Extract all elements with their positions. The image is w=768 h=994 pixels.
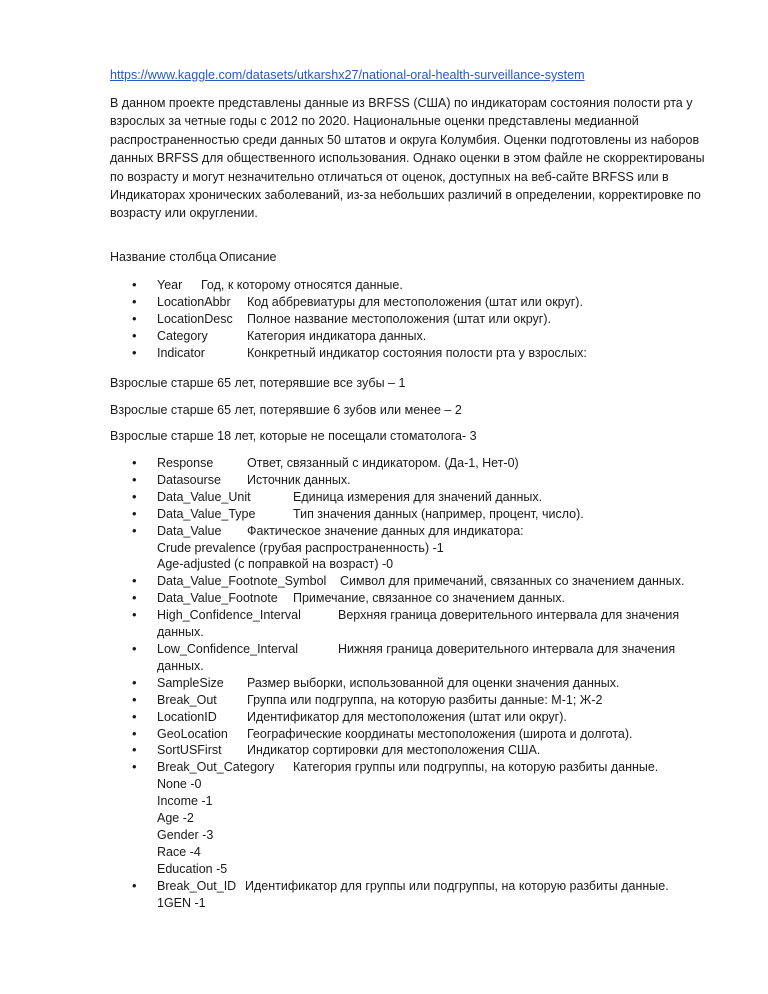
list-item <box>0 759 768 877</box>
field-term: SortUSFirst <box>157 743 222 758</box>
field-term: GeoLocation <box>157 726 228 741</box>
field-desc: Категория индикатора данных. <box>247 328 427 343</box>
field-sub-line: 1GEN -1 <box>157 895 206 910</box>
intro-paragraph: В данном проекте представлены данные из BRFSS (США) по индикаторам состояния полости рта у взрослых за четные годы с 2012 по 2020. Национальные оценки представлены медианной распространенностью среди данных 50 штатов и округа Колумбия. Оценки подготовлены из наборов данных BRFSS для общественного использования. Однако оценки в этом файле не скорректированы по возрасту и могут незначительно отличаться от оценок, доступных на веб-сайте BRFSS или в Индикаторах хронических заболеваний, из-за небольших различий в определении, корректировке по возрасту или округлении. <box>110 96 705 221</box>
field-sub-line: данных. <box>157 658 204 673</box>
field-desc: Верхняя граница доверительного интервала для значения <box>338 608 680 623</box>
list-item <box>0 742 768 759</box>
column-header <box>110 249 277 266</box>
field-desc: Ответ, связанный с индикатором. (Да-1, Нет-0) <box>247 456 519 470</box>
field-desc: Индикатор сортировки для местоположения США. <box>247 743 541 758</box>
field-desc: Размер выборки, использованной для оценки значения данных. <box>247 675 620 690</box>
field-desc: Категория группы или подгруппы, на которую разбиты данные. <box>293 760 659 775</box>
field-list-2 <box>0 455 768 911</box>
indicator-value: Взрослые старше 65 лет, потерявшие все зубы – 1 <box>110 376 406 390</box>
dataset-link[interactable]: https://www.kaggle.com/datasets/utkarshx27/national-oral-health-surveillance-system <box>110 68 585 82</box>
field-term: SampleSize <box>157 675 224 690</box>
field-term: LocationAbbr <box>157 294 231 309</box>
field-sub-line: данных. <box>157 625 204 640</box>
field-sub-line: Education -5 <box>157 861 228 876</box>
field-term: Data_Value_Unit <box>157 489 251 504</box>
list-item <box>0 455 768 472</box>
field-sub-line: Age-adjusted (с поправкой на возраст) -0 <box>157 557 394 572</box>
field-term: Data_Value_Footnote <box>157 591 278 606</box>
field-desc: Полное название местоположения (штат или округ). <box>247 311 551 326</box>
list-item <box>0 675 768 692</box>
field-desc: Год, к которому относятся данные. <box>201 278 403 292</box>
list-item <box>0 878 768 912</box>
list-item <box>0 607 768 641</box>
field-sub-line: Crude prevalence (грубая распространенность) -1 <box>157 540 444 555</box>
field-term: Datasourse <box>157 472 221 487</box>
field-desc: Идентификатор для местоположения (штат или округ). <box>247 709 567 724</box>
list-item <box>0 277 768 294</box>
field-list-1 <box>0 277 768 362</box>
field-desc: Идентификатор для группы или подгруппы, на которую разбиты данные. <box>245 878 669 893</box>
list-item <box>0 294 768 311</box>
indicator-value: Взрослые старше 65 лет, потерявшие 6 зубов или менее – 2 <box>110 403 462 417</box>
field-term: Break_Out_ID <box>157 878 237 893</box>
list-item <box>0 489 768 506</box>
list-item <box>0 709 768 726</box>
indicator-value: Взрослые старше 18 лет, которые не посещали стоматолога- 3 <box>110 429 477 443</box>
field-desc: Символ для примечаний, связанных со значением данных. <box>340 574 685 589</box>
list-item <box>0 590 768 607</box>
field-term: Break_Out <box>157 692 217 707</box>
list-item <box>0 726 768 743</box>
field-sub-line: Income -1 <box>157 794 213 809</box>
list-item <box>0 573 768 590</box>
field-term: Indicator <box>157 345 205 360</box>
list-item <box>0 328 768 345</box>
field-sub-line: None -0 <box>157 777 202 792</box>
field-term: Data_Value_Type <box>157 506 256 521</box>
field-desc: Код аббревиатуры для местоположения (штат или округ). <box>247 294 583 309</box>
list-item <box>0 472 768 489</box>
field-term: Data_Value_Footnote_Symbol <box>157 574 327 589</box>
field-term: LocationID <box>157 709 217 724</box>
field-desc: Географические координаты местоположения (широта и долгота). <box>247 726 633 741</box>
list-item <box>0 345 768 362</box>
field-desc: Примечание, связанное со значением данных. <box>293 591 565 606</box>
field-term: Data_Value <box>157 523 222 538</box>
column-header-name: Название столбца <box>110 250 217 264</box>
column-header-description: Описание <box>219 250 277 264</box>
field-sub-line: Gender -3 <box>157 827 214 842</box>
list-item <box>0 641 768 675</box>
field-term: Break_Out_Category <box>157 760 275 775</box>
field-desc: Группа или подгруппа, на которую разбиты данные: М-1; Ж-2 <box>247 692 603 707</box>
field-desc: Нижняя граница доверительного интервала для значения <box>338 641 676 656</box>
field-term: High_Confidence_Interval <box>157 608 301 623</box>
list-item <box>0 523 768 574</box>
field-sub-line: Age -2 <box>157 811 194 826</box>
field-term: Response <box>157 456 214 470</box>
field-term: LocationDesc <box>157 311 233 326</box>
field-term: Year <box>157 278 183 292</box>
field-desc: Источник данных. <box>247 472 351 487</box>
field-desc: Единица измерения для значений данных. <box>293 489 543 504</box>
field-term: Low_Confidence_Interval <box>157 641 299 656</box>
field-desc: Тип значения данных (например, процент, число). <box>293 506 584 521</box>
list-item <box>0 692 768 709</box>
field-desc: Конкретный индикатор состояния полости рта у взрослых: <box>247 345 587 360</box>
list-item <box>0 506 768 523</box>
list-item <box>0 311 768 328</box>
field-sub-line: Race -4 <box>157 844 201 859</box>
field-desc: Фактическое значение данных для индикатора: <box>247 523 524 538</box>
field-term: Category <box>157 328 208 343</box>
